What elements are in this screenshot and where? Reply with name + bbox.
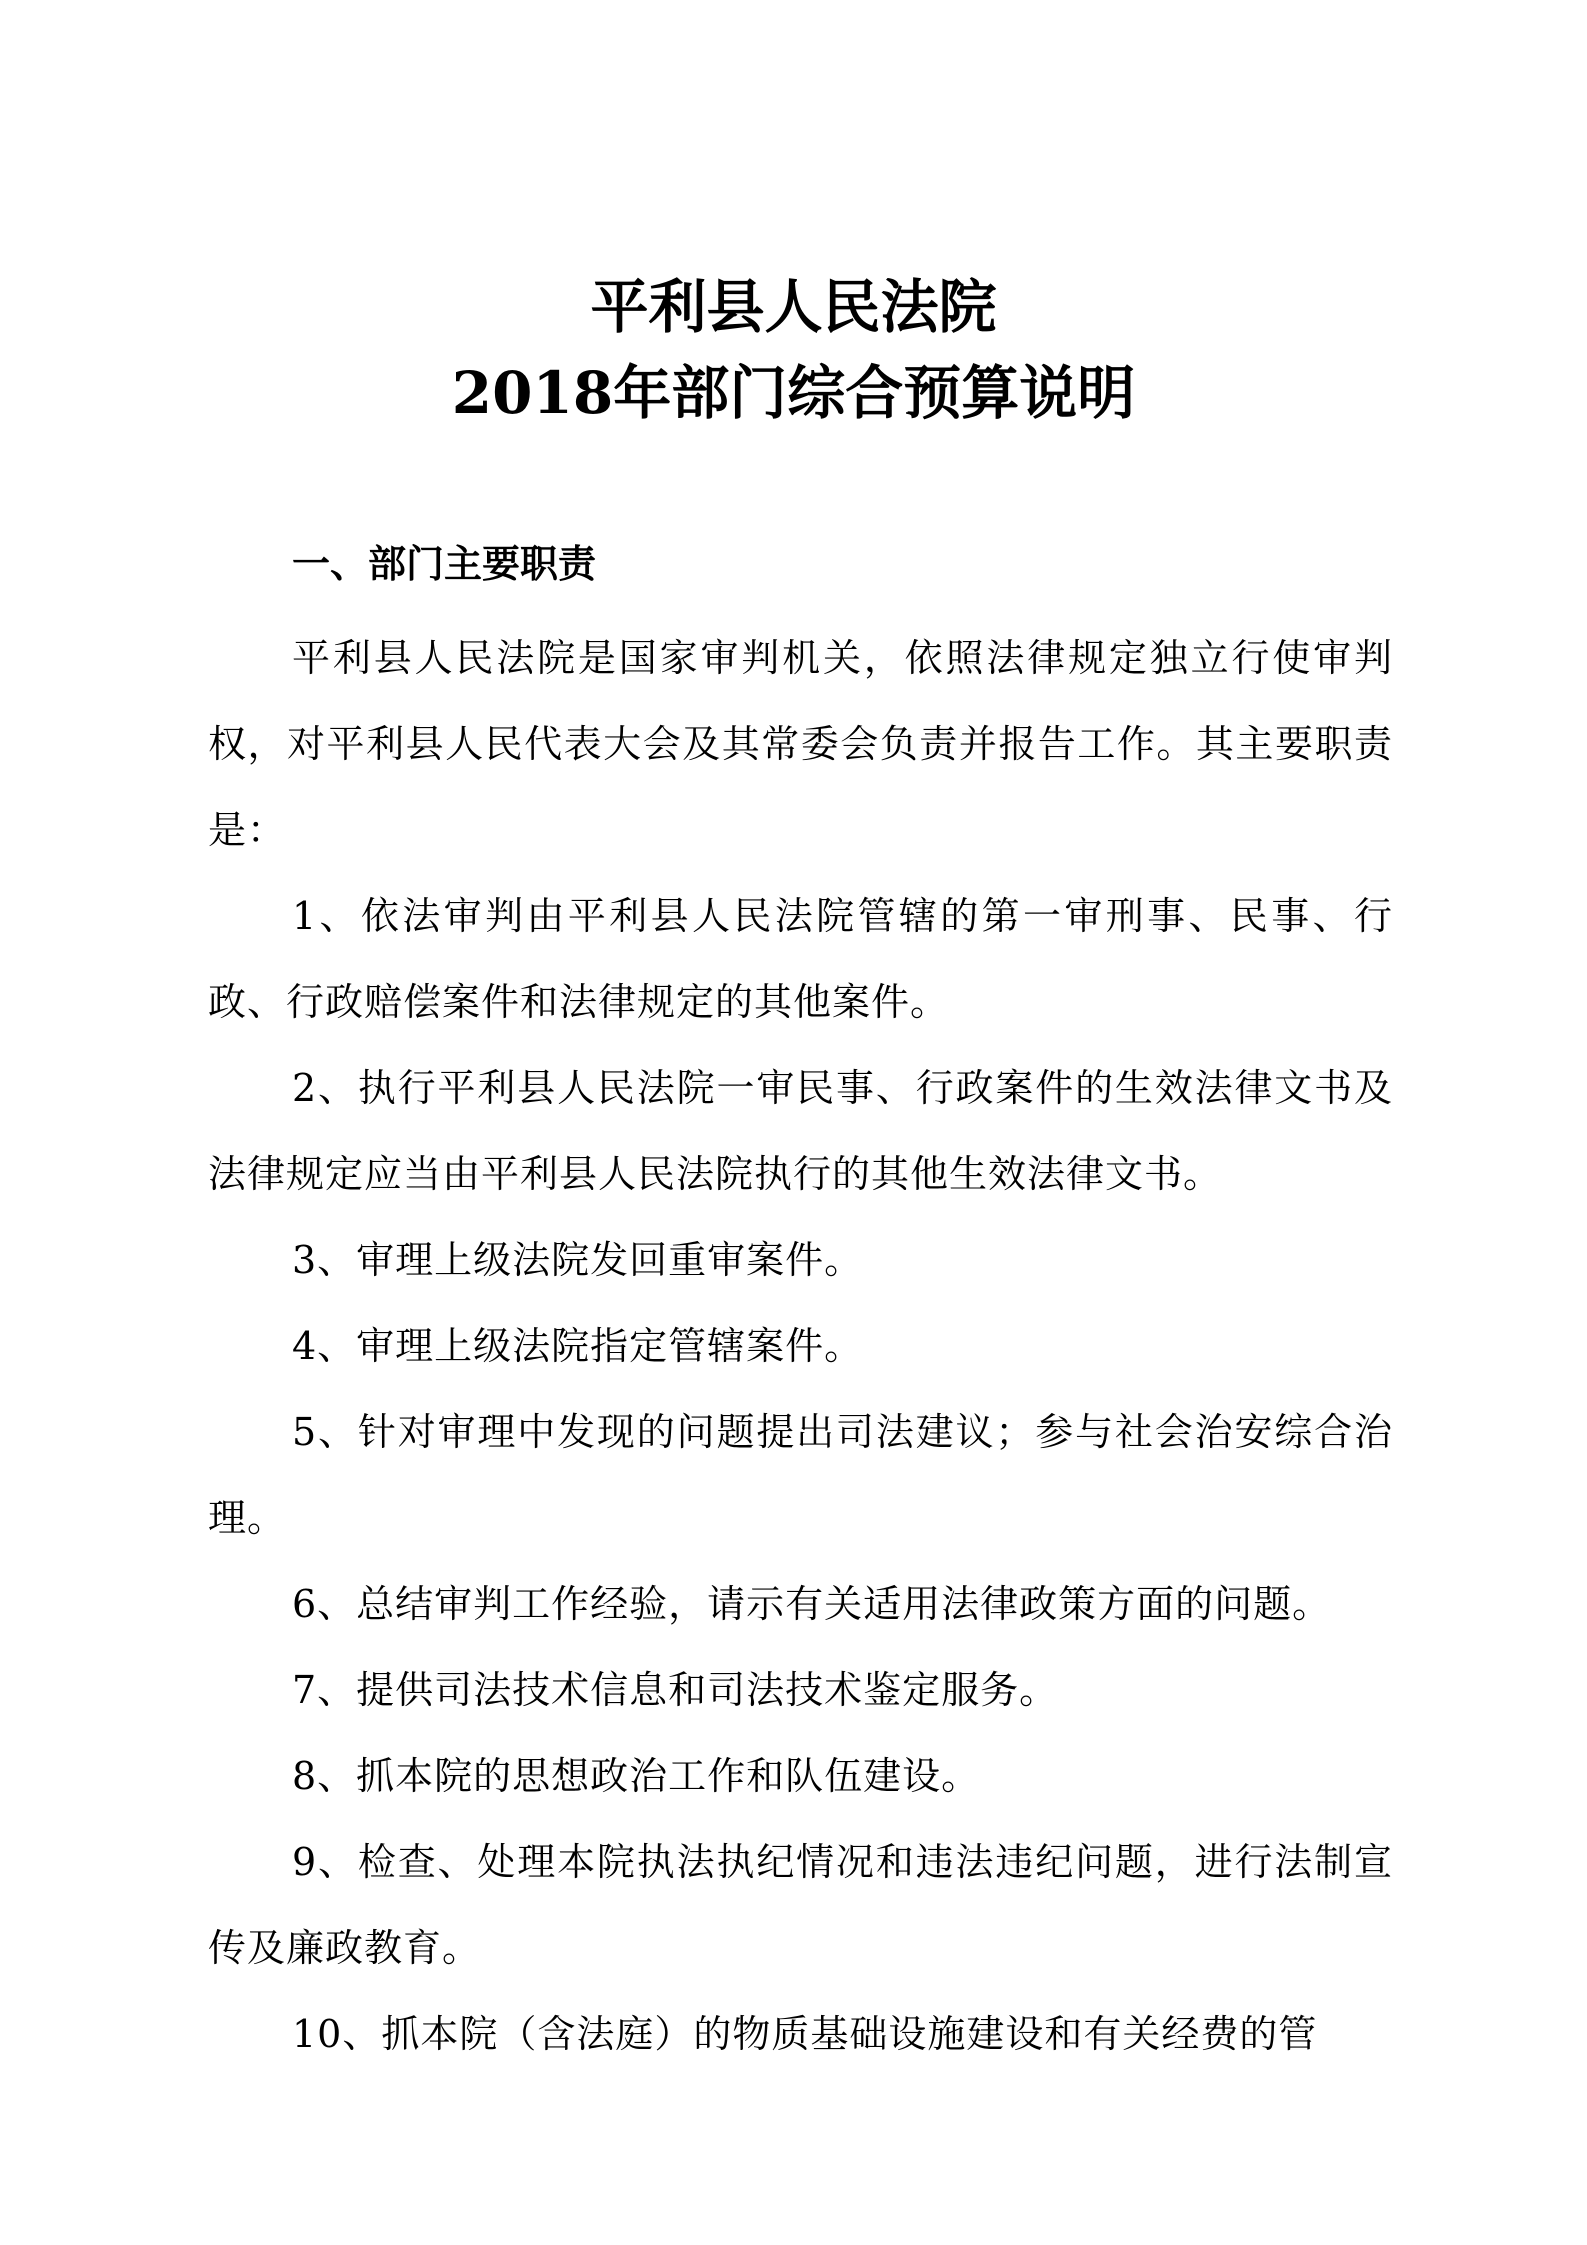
paragraph-duty-8: 8、抓本院的思想政治工作和队伍建设。	[292, 1754, 981, 1798]
paragraph-duty-1: 1、依法审判由平利县人民法院管辖的第一审刑事、民事、行政、行政赔偿案件和法律规定的其他案件。	[208, 894, 1393, 1024]
paragraph-duty-10: 10、抓本院（含法庭）的物质基础设施建设和有关经费的管	[292, 2012, 1318, 2056]
paragraph-duty-9: 9、检查、处理本院执法执纪情况和违法违纪问题，进行法制宣传及廉政教育。	[208, 1840, 1393, 1970]
document-title-line-2: 2018年部门综合预算说明	[451, 359, 1136, 427]
section-heading-duties: 一、部门主要职责	[292, 542, 597, 586]
paragraph-duty-6: 6、总结审判工作经验，请示有关适用法律政策方面的问题。	[292, 1582, 1332, 1626]
paragraph-intro: 平利县人民法院是国家审判机关，依照法律规定独立行使审判权，对平利县人民代表大会及其常委会负责并报告工作。其主要职责是：	[208, 636, 1393, 852]
document-body	[208, 615, 1393, 2077]
paragraph-duty-3: 3、审理上级法院发回重审案件。	[292, 1238, 864, 1282]
paragraph-duty-5: 5、针对审理中发现的问题提出司法建议；参与社会治安综合治理。	[208, 1410, 1393, 1540]
paragraph-duty-4: 4、审理上级法院指定管辖案件。	[292, 1324, 864, 1368]
document-title-line-1: 平利县人民法院	[590, 273, 997, 341]
paragraph-duty-7: 7、提供司法技术信息和司法技术鉴定服务。	[292, 1668, 1059, 1712]
paragraph-duty-2: 2、执行平利县人民法院一审民事、行政案件的生效法律文书及法律规定应当由平利县人民法院执行的其他生效法律文书。	[208, 1066, 1393, 1196]
